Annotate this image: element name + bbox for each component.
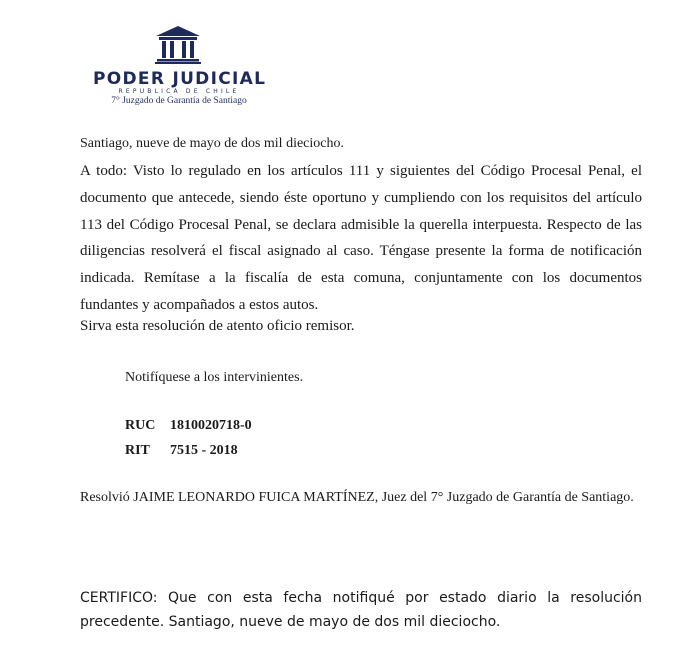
notify-line: Notifíquese a los intervinientes. <box>125 370 304 385</box>
resolution-body <box>80 158 642 319</box>
body-line: A todo: Visto lo regulado en los artículos 111 y siguientes del Código Procesal Penal, el <box>80 163 642 179</box>
ruc-row <box>125 418 252 434</box>
certification-line: precedente. Santiago, nueve de mayo de dos mil dieciocho. <box>80 614 501 630</box>
country-name: REPUBLICA DE CHILE <box>118 88 240 95</box>
court-name: 7° Juzgado de Garantía de Santiago <box>111 96 247 106</box>
body-line: diligencias resolverá el fiscal asignado al caso. Téngase presente la forma de notificación <box>80 243 642 260</box>
certification-block <box>80 586 642 634</box>
rit-label: RIT <box>125 443 150 458</box>
letterhead <box>93 70 265 107</box>
certification-line: CERTIFICO: Que con esta fecha notifiqué por estado diario la resolución <box>80 590 642 606</box>
rit-value: 7515 - 2018 <box>170 443 238 458</box>
body-line: documento que antecede, siendo éste oportuno y cumpliendo con los requisitos del artículo <box>80 189 642 206</box>
body-line: fundantes y acompañados a estos autos. <box>80 296 319 313</box>
courthouse-icon <box>153 24 203 64</box>
resolvio-line: Resolvió JAIME LEONARDO FUICA MARTÍNEZ, Juez del 7° Juzgado de Garantía de Santiago. <box>80 490 634 505</box>
resolution-date: Santiago, nueve de mayo de dos mil dieciocho. <box>80 136 344 151</box>
rit-row <box>125 443 238 459</box>
ruc-value: 1810020718-0 <box>170 418 252 433</box>
ruc-label: RUC <box>125 418 156 433</box>
oficio-line: Sirva esta resolución de atento oficio remisor. <box>80 318 355 334</box>
institution-name: PODER JUDICIAL <box>93 69 267 89</box>
body-line: indicada. Remítase a la fiscalía de esta comuna, conjuntamente con los documentos <box>80 270 642 287</box>
body-line: 113 del Código Procesal Penal, se declara admisible la querella interpuesta. Respecto de las <box>80 216 642 233</box>
